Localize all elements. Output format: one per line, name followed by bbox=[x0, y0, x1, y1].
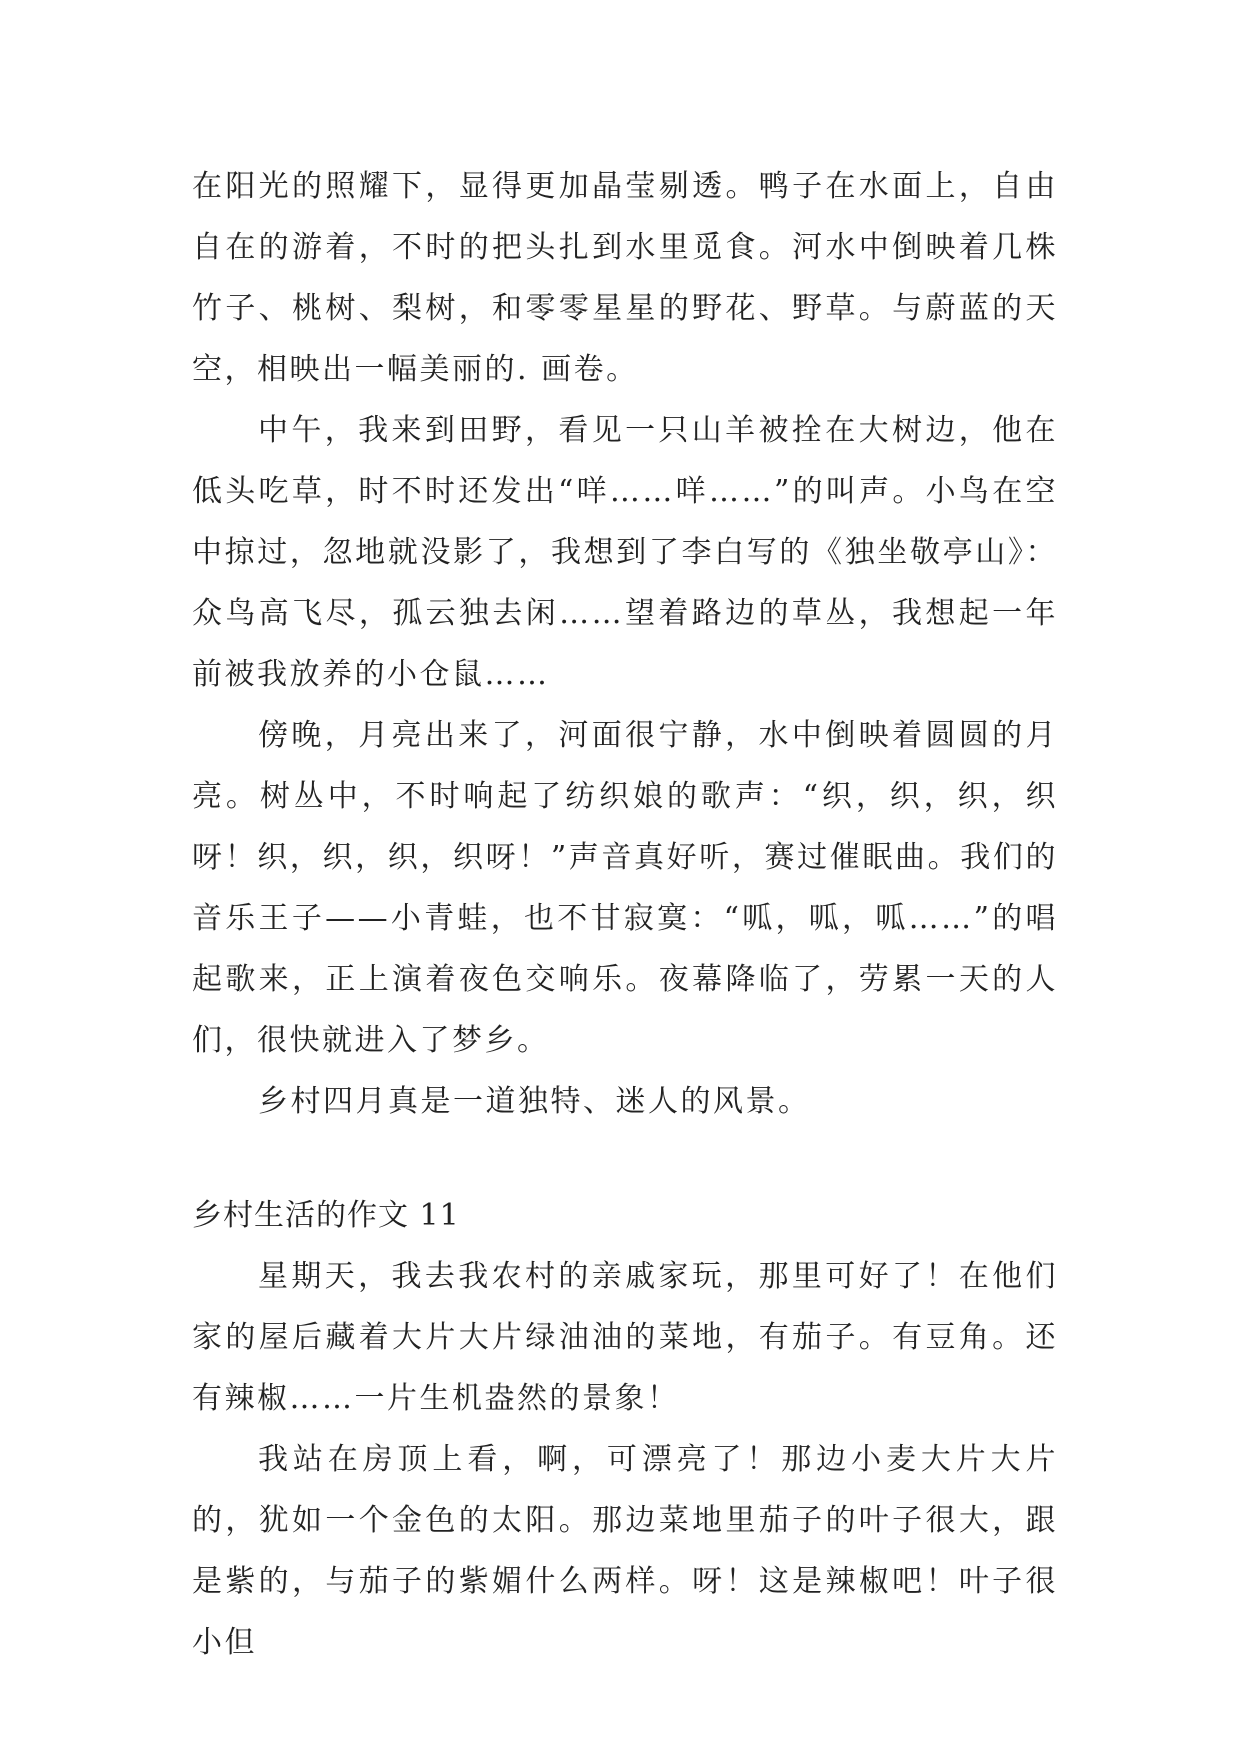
section-title: 乡村生活的作文 11 bbox=[192, 1198, 460, 1233]
paragraph-conclusion: 乡村四月真是一道独特、迷人的风景。 bbox=[258, 1084, 811, 1119]
paragraph-rooftop: 我站在房顶上看，啊，可漂亮了！那边小麦大片大片的，犹如一个金色的太阳。那边菜地里茄子的叶子很大，跟是紫的，与茄子的紫媚什么两样。呀！这是辣椒吧！叶子很小但 bbox=[192, 1442, 1058, 1660]
paragraph-evening: 傍晚，月亮出来了，河面很宁静，水中倒映着圆圆的月亮。树丛中，不时响起了纺织娘的歌声：“织，织，织，织呀！织，织，织，织呀！”声音真好听，赛过催眠曲。我们的音乐王子——小青蛙，也不甘寂寞：“呱，呱，呱……”的唱起歌来，正上演着夜色交响乐。夜幕降临了，劳累一天的人们，很快就进入了梦乡。 bbox=[192, 718, 1058, 1058]
paragraph-noon: 中午，我来到田野，看见一只山羊被拴在大树边，他在低头吃草，时不时还发出“咩……咩……”的叫声。小鸟在空中掠过，忽地就没影了，我想到了李白写的《独坐敬亭山》：众鸟高飞尽，孤云独去闲……望着路边的草丛，我想起一年前被我放养的小仓鼠…… bbox=[192, 413, 1058, 692]
paragraph-continued: 在阳光的照耀下，显得更加晶莹剔透。鸭子在水面上，自由自在的游着，不时的把头扎到水里觅食。河水中倒映着几株竹子、桃树、梨树，和零零星星的野花、野草。与蔚蓝的天空，相映出一幅美丽的. 画卷。 bbox=[192, 169, 1058, 387]
section-spacer bbox=[192, 1132, 1058, 1185]
paragraph-sunday: 星期天，我去我农村的亲戚家玩，那里可好了！在他们家的屋后藏着大片大片绿油油的菜地，有茄子。有豆角。还有辣椒……一片生机盎然的景象！ bbox=[192, 1259, 1058, 1416]
document-body bbox=[192, 156, 1058, 1673]
